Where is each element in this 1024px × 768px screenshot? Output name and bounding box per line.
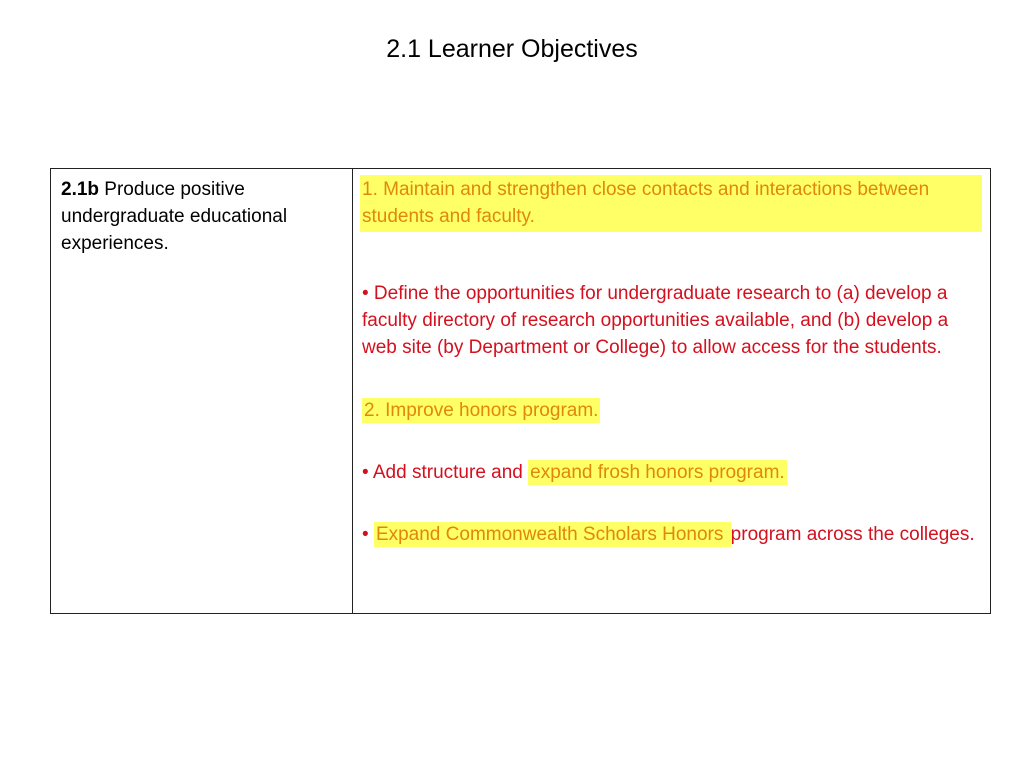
action-bullet-frosh-highlight-e: e	[530, 462, 541, 483]
action-bullet-frosh	[362, 459, 982, 486]
action-item-2-text: 2. Improve honors program.	[364, 400, 599, 421]
objectives-table	[50, 168, 991, 614]
action-item-1	[362, 175, 982, 232]
slide-title: 2.1 Learner Objectives	[386, 35, 638, 63]
action-bullet-frosh-prefix: • Add structure and	[362, 462, 529, 483]
table-row	[51, 169, 991, 614]
action-bullet-commonwealth-prefix: •	[362, 524, 374, 545]
objective-description: Produce positive undergraduate educational experiences.	[61, 179, 288, 254]
actions-cell	[353, 169, 991, 614]
objective-code: 2.1b	[61, 179, 100, 200]
action-bullet-frosh-highlight	[528, 460, 787, 485]
action-bullet-commonwealth	[362, 521, 982, 548]
action-bullet-research: • Define the opportunities for undergraduate research to (a) develop a faculty directory of research opportunities available, and (b) develop a web site (by Department or College) to allow access for the students.	[362, 283, 949, 358]
objective-text	[51, 169, 352, 257]
action-bullet-commonwealth-suffix: program across the colleges.	[730, 524, 975, 545]
objective-cell	[51, 169, 353, 614]
action-bullet-commonwealth-highlight: Expand Commonwealth Scholars Honors	[375, 524, 729, 545]
action-item-2	[362, 397, 982, 424]
action-bullet-frosh-highlight-rest: xpand frosh honors program.	[540, 462, 785, 483]
action-item-1-text: 1. Maintain and strengthen close contacts and interactions between students and faculty.	[360, 175, 982, 232]
